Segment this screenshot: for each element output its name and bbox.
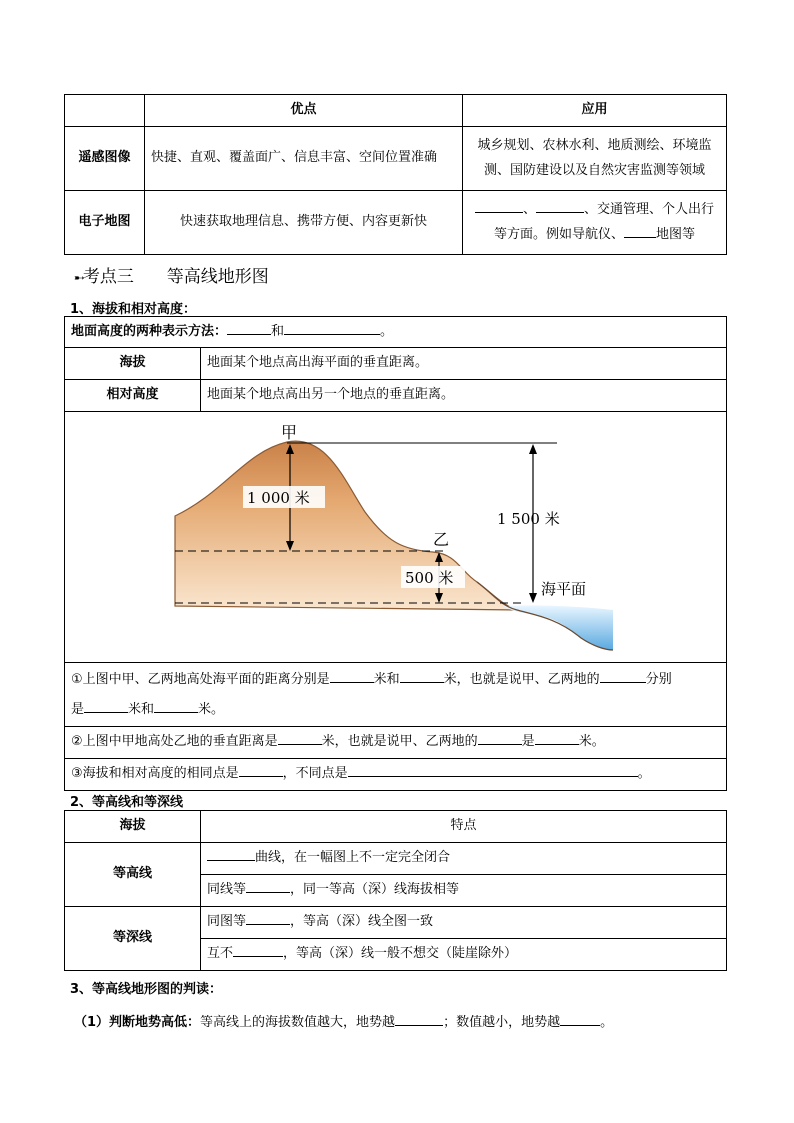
q2-text: ②上图中甲地高处乙地的垂直距离是 — [71, 734, 278, 750]
blank[interactable] — [246, 910, 290, 925]
term-depth: 等深线 — [65, 907, 201, 971]
blank[interactable] — [233, 942, 283, 957]
part3-item1 — [74, 1011, 613, 1030]
arrow-head-up — [529, 444, 537, 454]
q1-text: ①上图中甲、乙两地高处海平面的距离分别是 — [71, 671, 330, 687]
contour-feature-2 — [201, 875, 727, 907]
blank[interactable] — [284, 320, 380, 335]
term-relative-height: 相对高度 — [65, 380, 201, 412]
blank[interactable] — [536, 198, 584, 213]
header-empty-cell — [65, 95, 145, 127]
blank[interactable] — [560, 1011, 600, 1026]
methods-row — [65, 317, 727, 348]
q3-text: 。 — [637, 766, 651, 782]
header-features: 特点 — [201, 811, 727, 843]
q3-text: ，不同点是 — [282, 766, 348, 782]
text: ，等高（深）线全图一致 — [290, 914, 434, 930]
question-2 — [65, 727, 727, 759]
section-title — [74, 262, 269, 287]
text: ，等高（深）线一般不想交（陡崖除外） — [283, 946, 518, 962]
q1-text: 米。 — [198, 701, 225, 717]
q3-text: ③海拔和相对高度的相同点是 — [71, 766, 239, 782]
methods-label: 地面高度的两种表示方法： — [71, 323, 228, 339]
q1-text: 是 — [71, 701, 85, 717]
section-label: 考点三 — [82, 267, 134, 287]
text: 同图等 — [207, 914, 247, 930]
label-1000: 1 000 米 — [247, 489, 310, 507]
label-jia: 甲 — [281, 423, 298, 442]
blank[interactable] — [246, 878, 290, 893]
altitude-table — [64, 316, 727, 791]
remote-sensing-app-line1: 城乡规划、农林水利、地质测绘、环境监 — [477, 137, 712, 153]
q1-text: 分别 — [645, 671, 672, 687]
def-relative-height: 地面某个地点高出另一个地点的垂直距离。 — [201, 380, 727, 412]
electronic-map-advantage: 快速获取地理信息、携带方便、内容更新快 — [145, 191, 463, 255]
terrain-shape — [175, 441, 517, 610]
remote-sensing-app-line2: 测、国防建设以及自然灾害监测等领域 — [483, 162, 705, 178]
part3-heading: 3、等高线地形图的判读： — [70, 982, 223, 997]
app-line2-suffix: 地图等 — [656, 226, 696, 242]
q2-text: 米，也就是说甲、乙两地的 — [321, 734, 478, 750]
blank[interactable] — [624, 223, 656, 238]
water-shape — [503, 605, 613, 650]
item1-text: ；数值越小，地势越 — [443, 1015, 561, 1030]
q1-text: 米和 — [373, 671, 400, 687]
label-500: 500 米 — [405, 569, 454, 587]
blank[interactable] — [239, 762, 283, 777]
blank[interactable] — [330, 668, 374, 683]
diagram-cell — [65, 412, 727, 663]
methods-and: 和 — [271, 323, 285, 339]
app-line1-text: 、交通管理、个人出行 — [584, 201, 715, 217]
blank[interactable] — [348, 762, 638, 777]
blank[interactable] — [227, 320, 271, 335]
arrow-head-down — [529, 593, 537, 603]
q1-text: 米和 — [128, 701, 155, 717]
electronic-map-app-line1 — [469, 198, 720, 223]
blank[interactable] — [475, 198, 523, 213]
term-contour: 等高线 — [65, 843, 201, 907]
blank[interactable] — [400, 668, 444, 683]
methods-end: 。 — [380, 323, 394, 339]
header-application: 应用 — [463, 95, 727, 127]
text: 互不 — [207, 946, 234, 962]
row-name-electronic-map: 电子地图 — [65, 191, 145, 255]
electronic-map-application — [463, 191, 727, 255]
separator-text: 、 — [522, 201, 536, 217]
header-altitude: 海拔 — [65, 811, 201, 843]
contour-feature-1-text: 曲线，在一幅图上不一定完全闭合 — [255, 850, 451, 866]
label-1500: 1 500 米 — [497, 510, 560, 528]
depth-feature-1 — [201, 907, 727, 939]
question-3 — [65, 759, 727, 791]
electronic-map-app-line2 — [469, 223, 720, 248]
section-topic: 等高线地形图 — [166, 267, 269, 287]
depth-feature-2 — [201, 939, 727, 971]
contour-feature-1 — [201, 843, 727, 875]
part1-heading: 1、海拔和相对高度： — [70, 302, 197, 317]
item1-text: 等高线上的海拔数值越大，地势越 — [200, 1015, 396, 1030]
remote-sensing-advantage: 快捷、直观、覆盖面广、信息丰富、空间位置准确 — [145, 127, 463, 191]
blank[interactable] — [478, 730, 522, 745]
q2-text: 米。 — [578, 734, 605, 750]
q2-text: 是 — [521, 734, 535, 750]
blank[interactable] — [84, 698, 128, 713]
item1-label: （1）判断地势高低： — [74, 1015, 201, 1030]
blank[interactable] — [154, 698, 198, 713]
blank[interactable] — [278, 730, 322, 745]
q1-text: 米，也就是说甲、乙两地的 — [443, 671, 600, 687]
part2-heading: 2、等高线和等深线 — [70, 795, 184, 810]
row-name-remote-sensing: 遥感图像 — [65, 127, 145, 191]
question-1 — [65, 663, 727, 727]
blank[interactable] — [395, 1011, 443, 1026]
app-line2-prefix: 等方面。例如导航仪、 — [493, 226, 624, 242]
term-altitude: 海拔 — [65, 348, 201, 380]
arrow-icon: ➸ — [74, 271, 83, 286]
altitude-diagram — [65, 412, 725, 662]
def-altitude: 地面某个地点高出海平面的垂直距离。 — [201, 348, 727, 380]
blank[interactable] — [535, 730, 579, 745]
label-sea-level: 海平面 — [541, 580, 587, 598]
contour-table — [64, 810, 727, 971]
text: ，同一等高（深）线海拔相等 — [290, 882, 460, 898]
header-advantage: 优点 — [145, 95, 463, 127]
text: 同线等 — [207, 882, 247, 898]
item1-text: 。 — [600, 1015, 614, 1030]
label-yi: 乙 — [433, 530, 450, 549]
comparison-table — [64, 94, 727, 255]
remote-sensing-application — [463, 127, 727, 191]
blank[interactable] — [600, 668, 646, 683]
blank[interactable] — [207, 846, 255, 861]
